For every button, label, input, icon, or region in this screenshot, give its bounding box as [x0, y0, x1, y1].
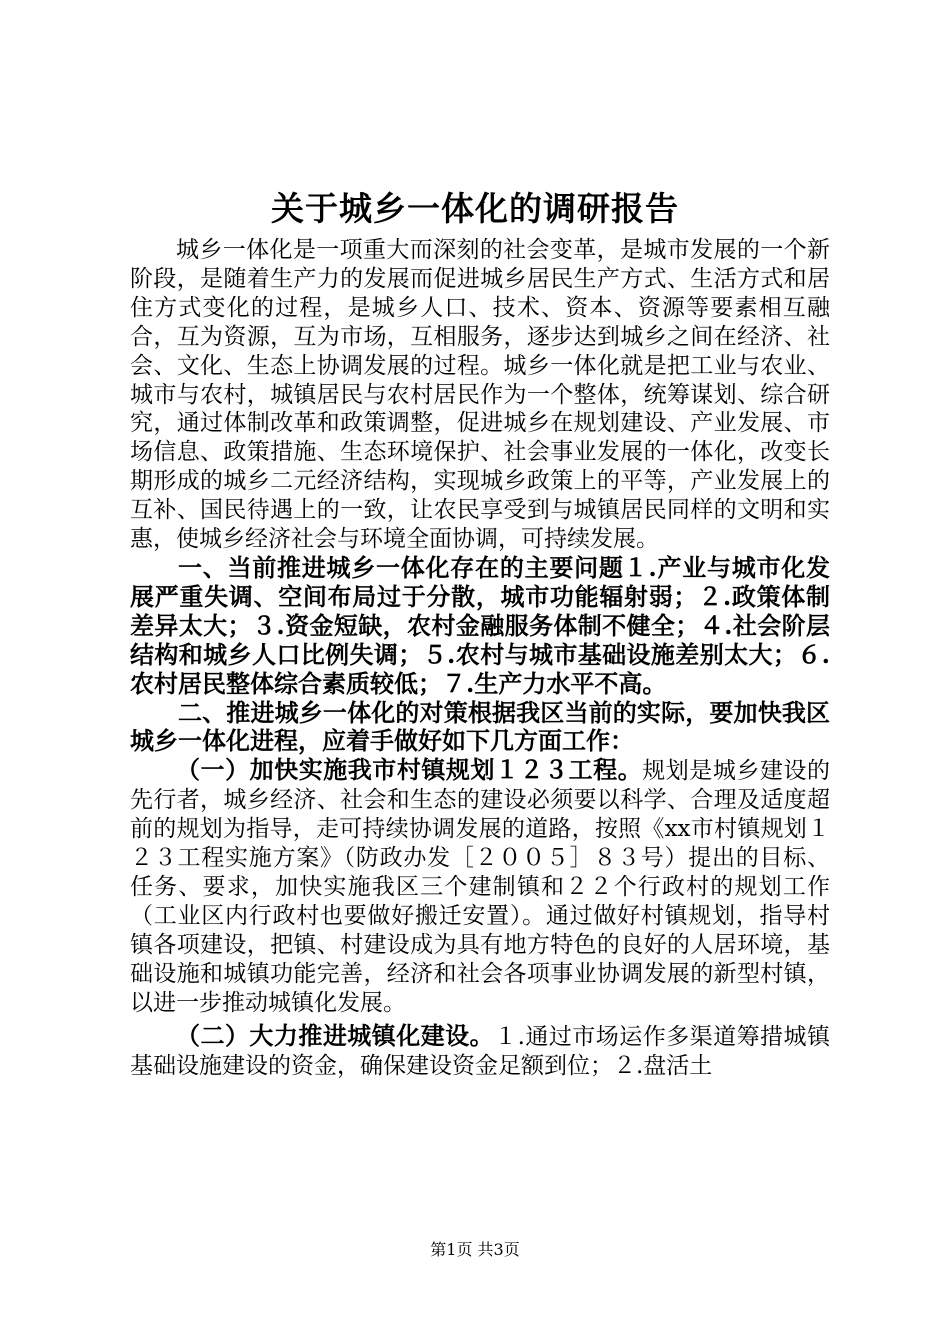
item-1-text: 规划是城乡建设的先行者，城乡经济、社会和生态的建设必须要以科学、合理及适度超前的规划为指导，走可持续协调发展的道路，按照《xx市村镇规划１２３工程实施方案》（防政办发［２００５］８３号）提出的目标、任务、要求，加快实施我区三个建制镇和２２个行政村的规划工作（工业区内行政村也要做好搬迁安置）。通过做好村镇规划，指导村镇各项建设，把镇、村建设成为具有地方特色的良好的人居环境，基础设施和城镇功能完善，经济和社会各项事业协调发展的新型村镇，以进一步推动城镇化发展。 [130, 758, 831, 1016]
item-2-heading: （二）大力推进城镇化建设。 [176, 1021, 495, 1051]
document-title: 关于城乡一体化的调研报告 [271, 189, 679, 228]
section-heading-problems: 一、当前推进城乡一体化存在的主要问题１.产业与城市化发展严重失调、空间布局过于分散，城市功能辐射弱；２.政策体制差异太大；３.资金短缺，农村金融服务体制不健全；４.社会阶层结构和城乡人口比例失调；５.农村与城市基础设施差别太大；６.农村居民整体综合素质较低；７.生产力水平不高。 [130, 552, 830, 698]
paragraph-item-2 [130, 1022, 830, 1081]
section-heading-countermeasures: 二、推进城乡一体化的对策根据我区当前的实际，要加快我区城乡一体化进程，应着手做好如下几方面工作： [130, 697, 830, 756]
item-1-heading: （一）加快实施我市村镇规划１２３工程。 [176, 755, 643, 785]
paragraph-item-1 [130, 756, 830, 1017]
document-body [130, 236, 830, 1081]
item-2-text: １.通过市场运作多渠道筹措城镇基础设施建设的资金，确保建设资金足额到位；２.盘活土 [130, 1024, 830, 1080]
paragraph-intro: 城乡一体化是一项重大而深刻的社会变革，是城市发展的一个新阶段，是随着生产力的发展而促进城乡居民生产方式、生活方式和居住方式变化的过程，是城乡人口、技术、资本、资源等要素相互融合，互为资源，互为市场，互相服务，逐步达到城乡之间在经济、社会、文化、生态上协调发展的过程。城乡一体化就是把工业与农业、城市与农村，城镇居民与农村居民作为一个整体，统筹谋划、综合研究，通过体制改革和政策调整，促进城乡在规划建设、产业发展、市场信息、政策措施、生态环境保护、社会事业发展的一体化，改变长期形成的城乡二元经济结构，实现城乡政策上的平等，产业发展上的互补、国民待遇上的一致，让农民享受到与城镇居民同样的文明和实惠，使城乡经济社会与环境全面协调，可持续发展。 [130, 237, 830, 553]
page-number-footer: 第1页 共3页 [430, 1240, 520, 1259]
